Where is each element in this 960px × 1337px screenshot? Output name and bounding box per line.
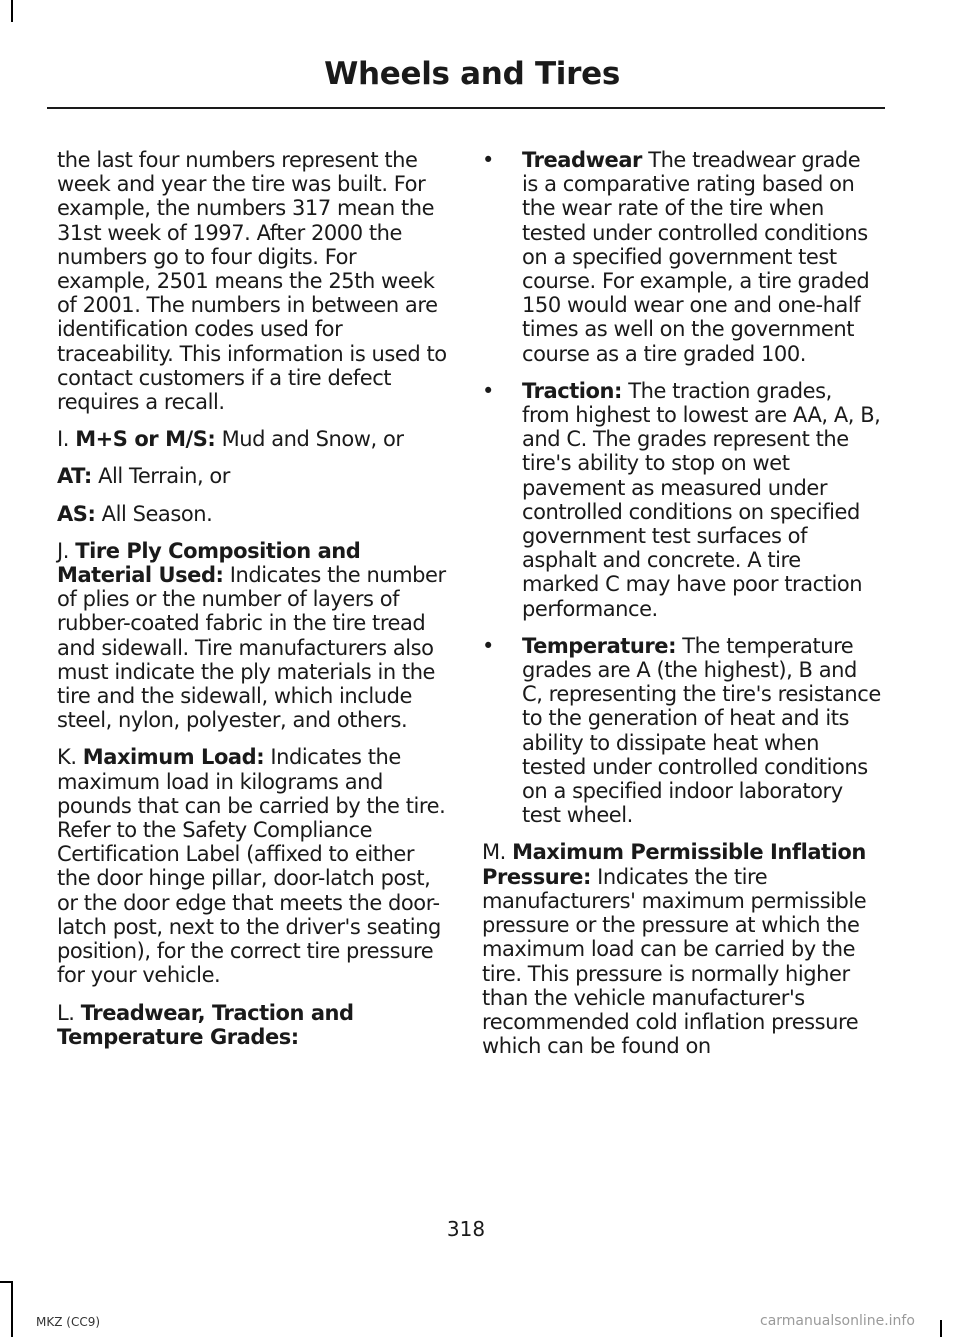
item-m-text: Indicates the tire manufacturers' maximum permissible pressure or the pressure at which the maximum load can be carried by the tire. This pressure is normally higher than the vehicle manufacturer's recommended cold inflation pressure which can be found on — [482, 864, 867, 1059]
item-j-letter: J. — [57, 538, 69, 563]
item-k-label: Maximum Load: — [82, 745, 265, 770]
crop-mark-bottom-left-vertical — [11, 1281, 13, 1337]
bullet-temperature — [482, 634, 882, 828]
item-m-letter: M. — [482, 840, 506, 865]
item-m-label: Maximum Permissible Inflation Pressure: — [482, 840, 866, 889]
bullet-treadwear — [482, 148, 882, 366]
watermark[interactable]: carmanualsonline.info — [760, 1313, 915, 1329]
item-j-label: Tire Ply Composition and Material Used: — [57, 538, 361, 588]
header-divider — [47, 107, 885, 109]
bullet-traction — [482, 379, 882, 621]
item-k-text: Indicates the maximum load in kilograms and pounds that can be carried by the tire. Refer to the Safety Compliance Certification Label (affixed to either the door hinge pillar, door-latch post, or the door edge that meets the door-latch post, next to the driver's seating position), for the correct tire pressure for your vehicle. — [57, 745, 446, 988]
item-i-paragraph — [57, 427, 449, 451]
item-as-label: AS: — [57, 501, 96, 526]
bullet-icon: • — [482, 378, 494, 403]
crop-mark-bottom-left-horizontal — [0, 1281, 11, 1283]
model-code: MKZ (CC9) — [36, 1315, 101, 1329]
crop-mark-bottom-right — [940, 1320, 942, 1337]
bullet-traction-text: The traction grades, from highest to lowest are AA, A, B, and C. The grades represent the tire's ability to stop on wet pavement as measured under controlled conditions on specified government test surfaces of asphalt and concrete. A tire marked C may have poor traction performance. — [522, 378, 881, 621]
item-i-letter: I. — [57, 427, 69, 452]
item-m-paragraph — [482, 840, 882, 1058]
item-as-paragraph — [57, 502, 449, 526]
item-i-label: M+S or M/S: — [75, 427, 216, 452]
bullet-temperature-text: The temperature grades are A (the highest), B and C, representing the tire's resistance to the generation of heat and its ability to dissipate heat when tested under controlled conditions on a specified indoor laboratory test wheel. — [522, 633, 881, 828]
item-i-text: Mud and Snow, or — [221, 427, 404, 452]
bullet-icon: • — [482, 633, 494, 658]
item-k-letter: K. — [57, 745, 77, 770]
bullet-icon: • — [482, 148, 494, 172]
item-at-text: All Terrain, or — [98, 464, 230, 489]
crop-mark-top-left — [11, 0, 13, 22]
bullet-treadwear-label: Treadwear — [522, 148, 642, 172]
item-l-letter: L. — [57, 1000, 75, 1025]
bullet-treadwear-text: The treadwear grade is a comparative rating based on the wear rate of the tire when tested under controlled conditions on a specified government test course. For example, a tire graded 150 would wear one and one-half times as well on the government course as a tire graded 100. — [522, 148, 870, 366]
page-number: 318 — [446, 1217, 486, 1241]
item-l-label: Treadwear, Traction and Temperature Grades: — [57, 1000, 354, 1049]
bullet-temperature-label: Temperature: — [522, 633, 677, 658]
item-j-text: Indicates the number of plies or the number of layers of rubber-coated fabric in the tire tread and sidewall. Tire manufacturers also must indicate the ply materials in the tire and the sidewall, which include steel, nylon, polyester, and others. — [57, 563, 446, 733]
item-at-paragraph — [57, 464, 449, 488]
right-column — [482, 148, 882, 1071]
bullet-traction-label: Traction: — [522, 378, 622, 403]
left-column — [57, 148, 449, 1062]
item-as-text: All Season. — [101, 501, 213, 526]
item-l-paragraph — [57, 1001, 449, 1049]
item-j-paragraph — [57, 539, 449, 733]
page-title: Wheels and Tires — [324, 56, 620, 92]
item-k-paragraph — [57, 745, 449, 987]
intro-paragraph: the last four numbers represent the week and year the tire was built. For example, the numbers 317 mean the 31st week of 1997. After 2000 the numbers go to four digits. For example, 2501 means the 25th week of 2001. The numbers in between are identification codes used for traceability. This information is used to contact customers if a tire defect requires a recall. — [57, 148, 447, 415]
item-at-label: AT: — [57, 464, 92, 489]
